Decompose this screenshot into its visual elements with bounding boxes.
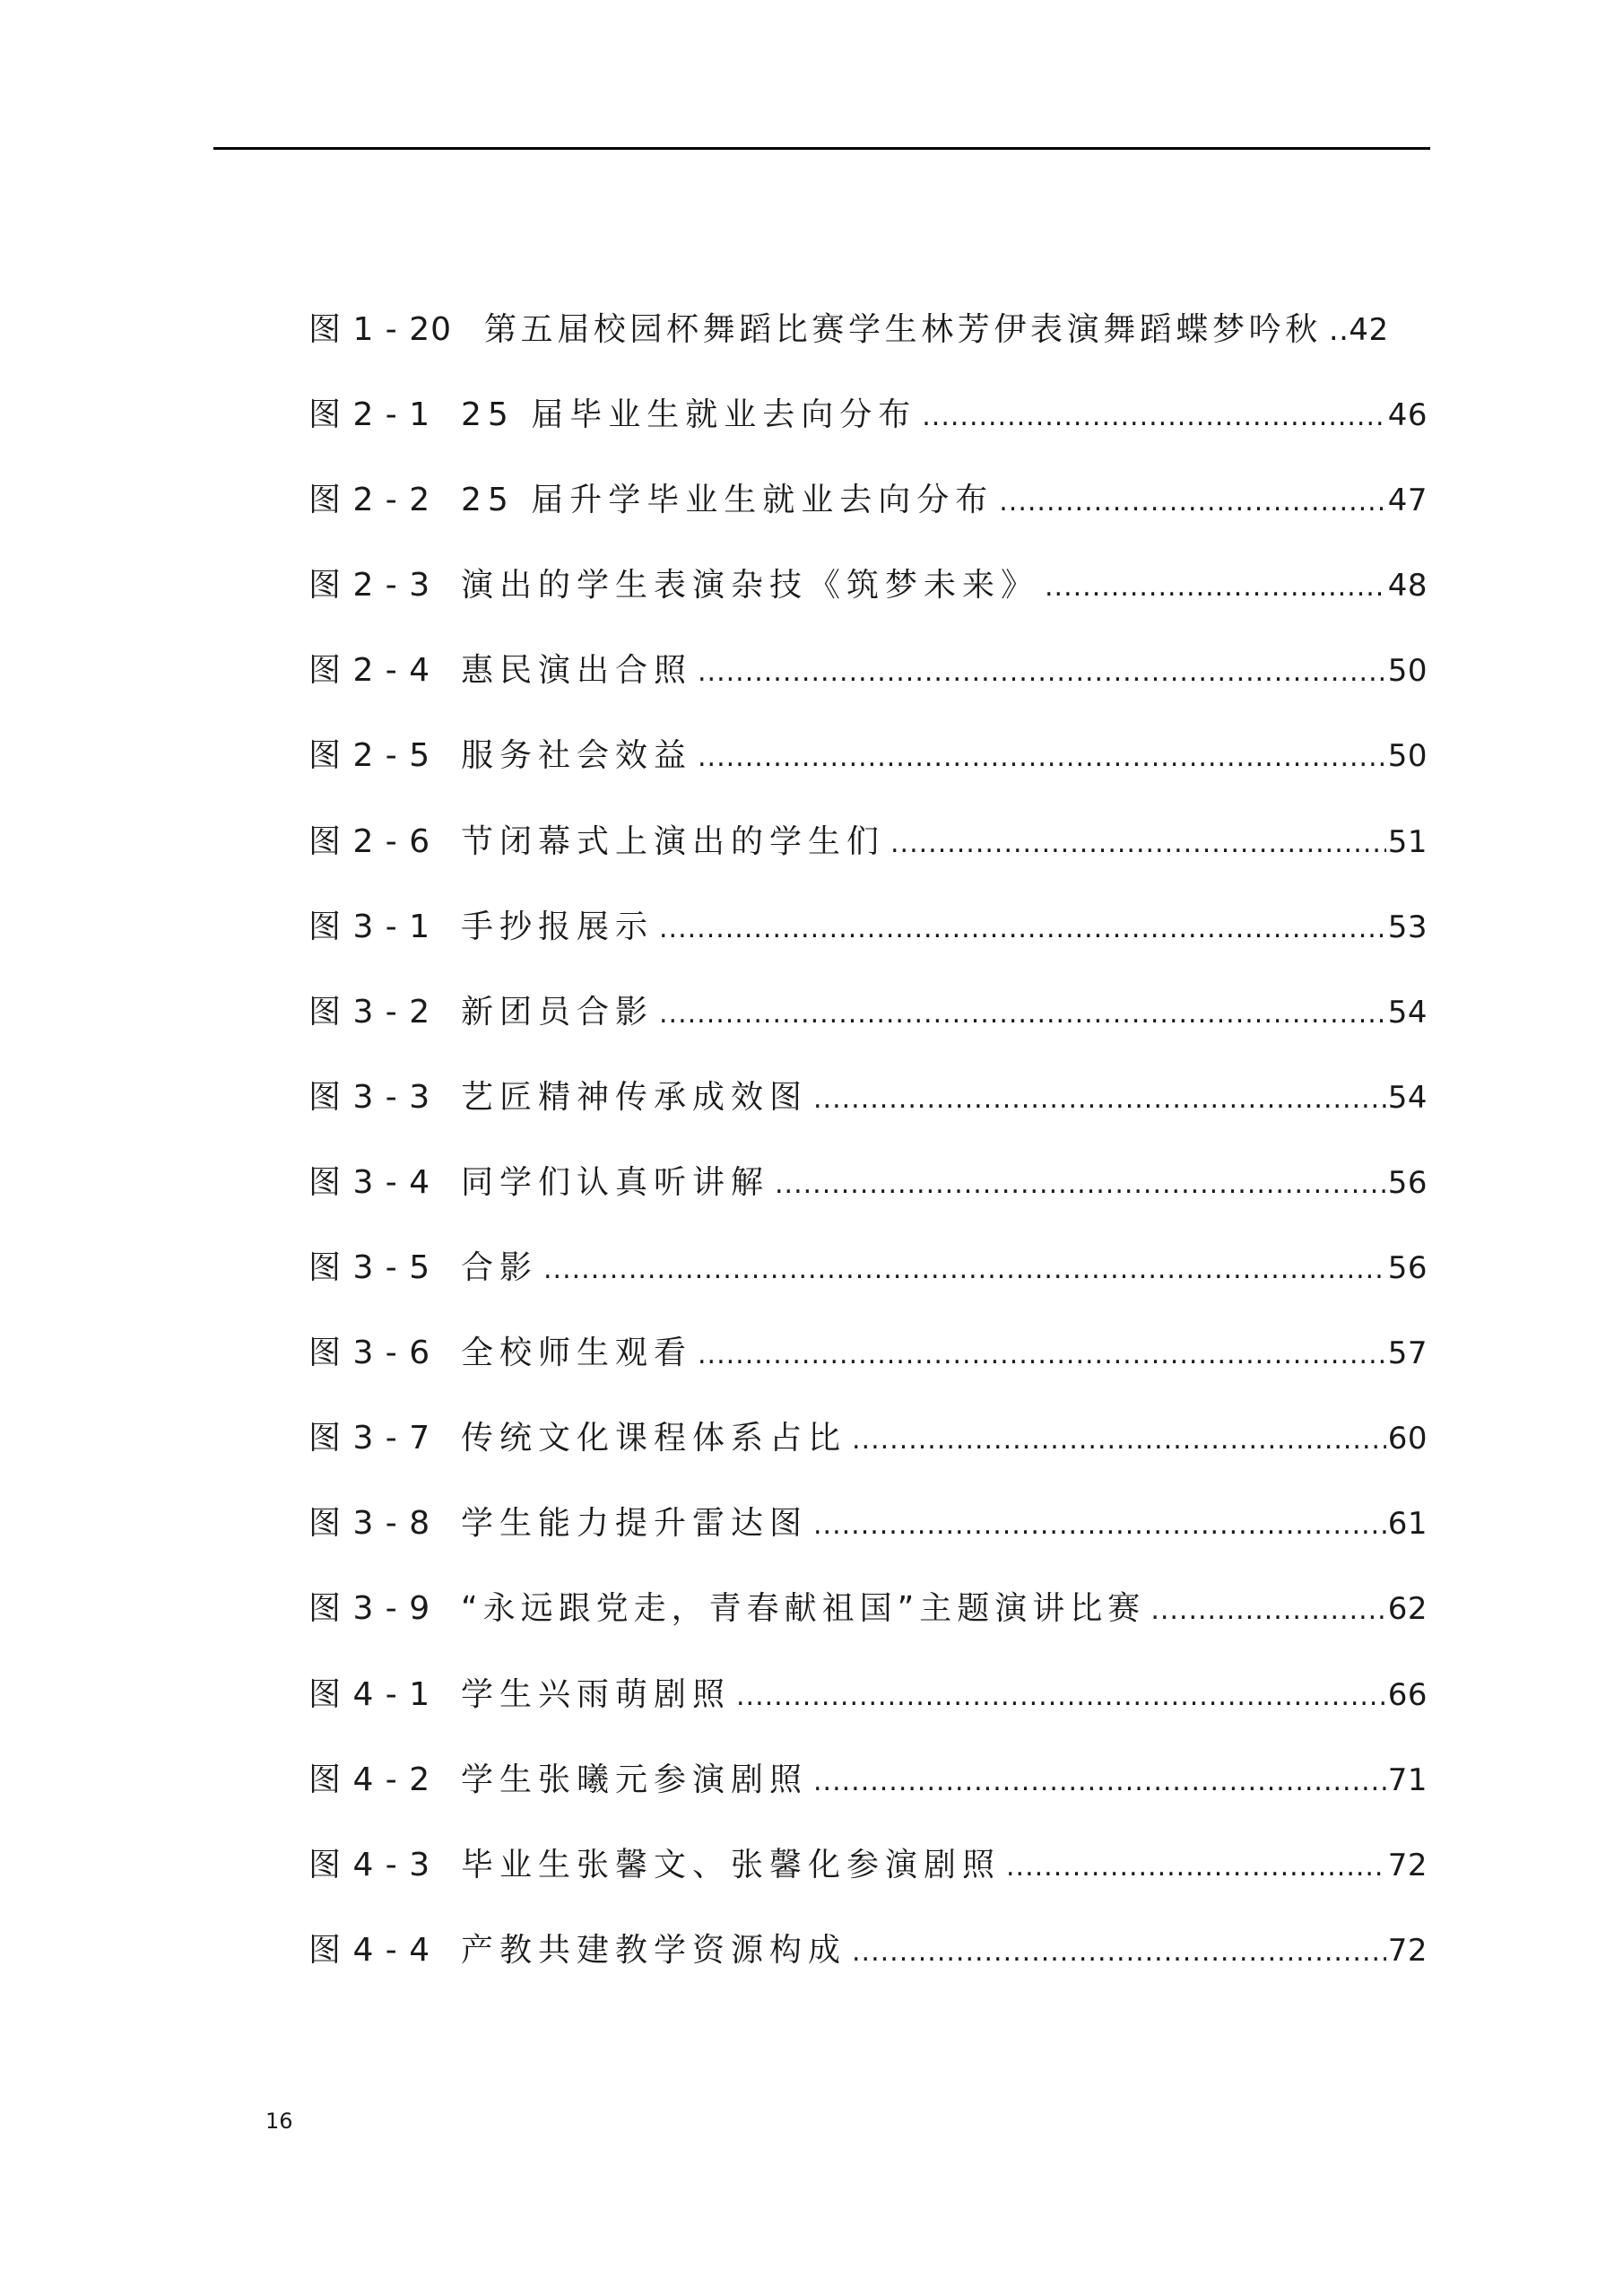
toc-entry[interactable] <box>308 1154 1428 1239</box>
toc-entry[interactable] <box>308 984 1428 1069</box>
toc-entry-line <box>461 642 1428 701</box>
toc-entry-line <box>461 1922 1428 1981</box>
toc-entry[interactable] <box>308 1837 1428 1922</box>
toc-entry[interactable] <box>308 1922 1428 2007</box>
toc-entry[interactable] <box>308 1239 1428 1325</box>
page-reference: 61 <box>1387 1506 1428 1543</box>
toc-entry[interactable] <box>308 387 1428 472</box>
dot-leader <box>1006 1839 1386 1896</box>
dot-leader <box>852 1412 1386 1469</box>
figure-number: 图 2 - 5 <box>308 737 431 775</box>
page-reference: 56 <box>1387 1250 1428 1287</box>
figure-title: 25 届毕业生就业去向分布 <box>461 396 917 434</box>
page-reference: 51 <box>1387 823 1428 860</box>
figure-title: 传统文化课程体系占比 <box>461 1420 847 1457</box>
toc-entry-line <box>461 1752 1428 1811</box>
figure-title: 毕业生张馨文、张馨化参演剧照 <box>461 1846 1002 1883</box>
page-reference: 53 <box>1387 909 1428 945</box>
figure-number: 图 2 - 4 <box>308 652 431 690</box>
toc-entry[interactable] <box>308 472 1428 557</box>
page-reference: ..42 <box>1328 312 1389 348</box>
figure-title: 全校师生观看 <box>461 1335 693 1372</box>
page-reference: 66 <box>1387 1676 1428 1713</box>
figure-number: 图 3 - 7 <box>308 1420 431 1457</box>
toc-entry-line <box>461 1069 1428 1128</box>
toc-entry-line <box>461 1239 1428 1299</box>
dot-leader <box>698 729 1386 787</box>
page-reference: 60 <box>1387 1421 1428 1457</box>
dot-leader <box>922 388 1385 446</box>
page-reference: 71 <box>1387 1761 1428 1798</box>
toc-entry[interactable] <box>308 642 1428 727</box>
dot-leader <box>890 815 1386 873</box>
figure-number: 图 2 - 3 <box>308 567 431 604</box>
page-reference: 62 <box>1387 1591 1428 1628</box>
figure-list <box>308 301 1428 2007</box>
page-reference: 54 <box>1387 1079 1428 1116</box>
figure-number: 图 2 - 1 <box>308 396 431 434</box>
toc-entry[interactable] <box>308 1752 1428 1837</box>
toc-entry[interactable] <box>308 557 1428 642</box>
dot-leader <box>736 1668 1386 1726</box>
dot-leader <box>659 900 1386 958</box>
dot-leader <box>852 1924 1386 1981</box>
page-reference: 72 <box>1387 1932 1428 1969</box>
toc-entry-line <box>461 813 1428 873</box>
toc-entry-line <box>461 1325 1428 1384</box>
toc-entry[interactable] <box>308 899 1428 984</box>
dot-leader <box>1150 1582 1385 1639</box>
figure-number: 图 3 - 3 <box>308 1078 431 1116</box>
figure-title: 节闭幕式上演出的学生们 <box>461 822 886 860</box>
toc-entry-line <box>461 1666 1428 1726</box>
figure-title: 艺匠精神传承成效图 <box>461 1078 809 1116</box>
toc-entry-line <box>461 1410 1428 1469</box>
figure-number: 图 3 - 2 <box>308 993 431 1031</box>
page-reference: 54 <box>1387 994 1428 1031</box>
page-number: 16 <box>265 2109 293 2134</box>
figure-number: 图 3 - 6 <box>308 1335 431 1372</box>
figure-title: 同学们认真听讲解 <box>461 1163 770 1201</box>
figure-number: 图 2 - 2 <box>308 482 431 519</box>
toc-entry[interactable] <box>308 1069 1428 1154</box>
page-reference: 56 <box>1387 1164 1428 1201</box>
figure-number: 图 4 - 2 <box>308 1761 431 1798</box>
figure-number: 图 4 - 1 <box>308 1675 431 1713</box>
dot-leader <box>1045 559 1386 616</box>
dot-leader <box>698 644 1386 701</box>
figure-number: 图 4 - 4 <box>308 1931 431 1969</box>
figure-title: 惠民演出合照 <box>461 652 693 690</box>
figure-title: 手抄报展示 <box>461 908 655 945</box>
dot-leader <box>813 1071 1386 1128</box>
dot-leader <box>999 474 1385 531</box>
header-rule <box>213 147 1430 150</box>
toc-entry-line <box>484 301 1428 359</box>
toc-entry[interactable] <box>308 1666 1428 1752</box>
figure-title: “永远跟党走，青春献祖国”主题演讲比赛 <box>461 1590 1146 1628</box>
toc-entry-line <box>461 472 1428 531</box>
figure-number: 图 3 - 4 <box>308 1163 431 1201</box>
dot-leader <box>543 1241 1386 1299</box>
page-reference: 57 <box>1387 1335 1428 1372</box>
toc-entry-line <box>461 1837 1428 1896</box>
toc-entry[interactable] <box>308 1410 1428 1495</box>
toc-entry[interactable] <box>308 1495 1428 1580</box>
figure-title: 第五届校园杯舞蹈比赛学生林芳伊表演舞蹈蝶梦吟秋 <box>484 311 1322 348</box>
page-reference: 48 <box>1387 568 1428 604</box>
page-reference: 46 <box>1387 397 1428 434</box>
figure-title: 学生能力提升雷达图 <box>461 1505 809 1543</box>
figure-number: 图 2 - 6 <box>308 822 431 860</box>
figure-title: 学生张曦元参演剧照 <box>461 1761 809 1798</box>
dot-leader <box>659 986 1386 1043</box>
figure-number: 图 4 - 3 <box>308 1846 431 1883</box>
figure-title: 合影 <box>461 1249 539 1287</box>
toc-entry-line <box>461 1580 1428 1639</box>
page-reference: 50 <box>1387 653 1428 690</box>
page-reference: 72 <box>1387 1847 1428 1883</box>
figure-number: 图 3 - 5 <box>308 1249 431 1287</box>
page-reference: 47 <box>1387 483 1428 519</box>
toc-entry-line <box>461 727 1428 787</box>
toc-entry-line <box>461 557 1428 616</box>
dot-leader <box>698 1326 1386 1384</box>
toc-entry[interactable] <box>308 727 1428 813</box>
figure-title: 学生兴雨萌剧照 <box>461 1675 732 1713</box>
figure-title: 演出的学生表演杂技《筑梦未来》 <box>461 567 1040 604</box>
toc-entry-line <box>461 1495 1428 1554</box>
figure-number: 图 3 - 9 <box>308 1590 431 1628</box>
toc-entry-line <box>461 984 1428 1043</box>
dot-leader <box>813 1753 1386 1811</box>
figure-title: 新团员合影 <box>461 993 655 1031</box>
dot-leader <box>813 1497 1386 1554</box>
figure-number: 图 3 - 8 <box>308 1505 431 1543</box>
toc-entry[interactable] <box>308 1325 1428 1410</box>
figure-title: 产教共建教学资源构成 <box>461 1931 847 1969</box>
toc-entry-line <box>461 387 1428 446</box>
toc-entry[interactable] <box>308 301 1428 387</box>
figure-number: 图 3 - 1 <box>308 908 431 945</box>
toc-entry-line <box>461 1154 1428 1213</box>
figure-title: 25 届升学毕业生就业去向分布 <box>461 482 994 519</box>
page-reference: 50 <box>1387 738 1428 775</box>
figure-title: 服务社会效益 <box>461 737 693 775</box>
toc-entry-line <box>461 899 1428 958</box>
dot-leader <box>775 1156 1386 1213</box>
toc-entry[interactable] <box>308 813 1428 899</box>
toc-entry[interactable] <box>308 1580 1428 1665</box>
figure-number: 图 1 - 20 <box>308 311 453 348</box>
